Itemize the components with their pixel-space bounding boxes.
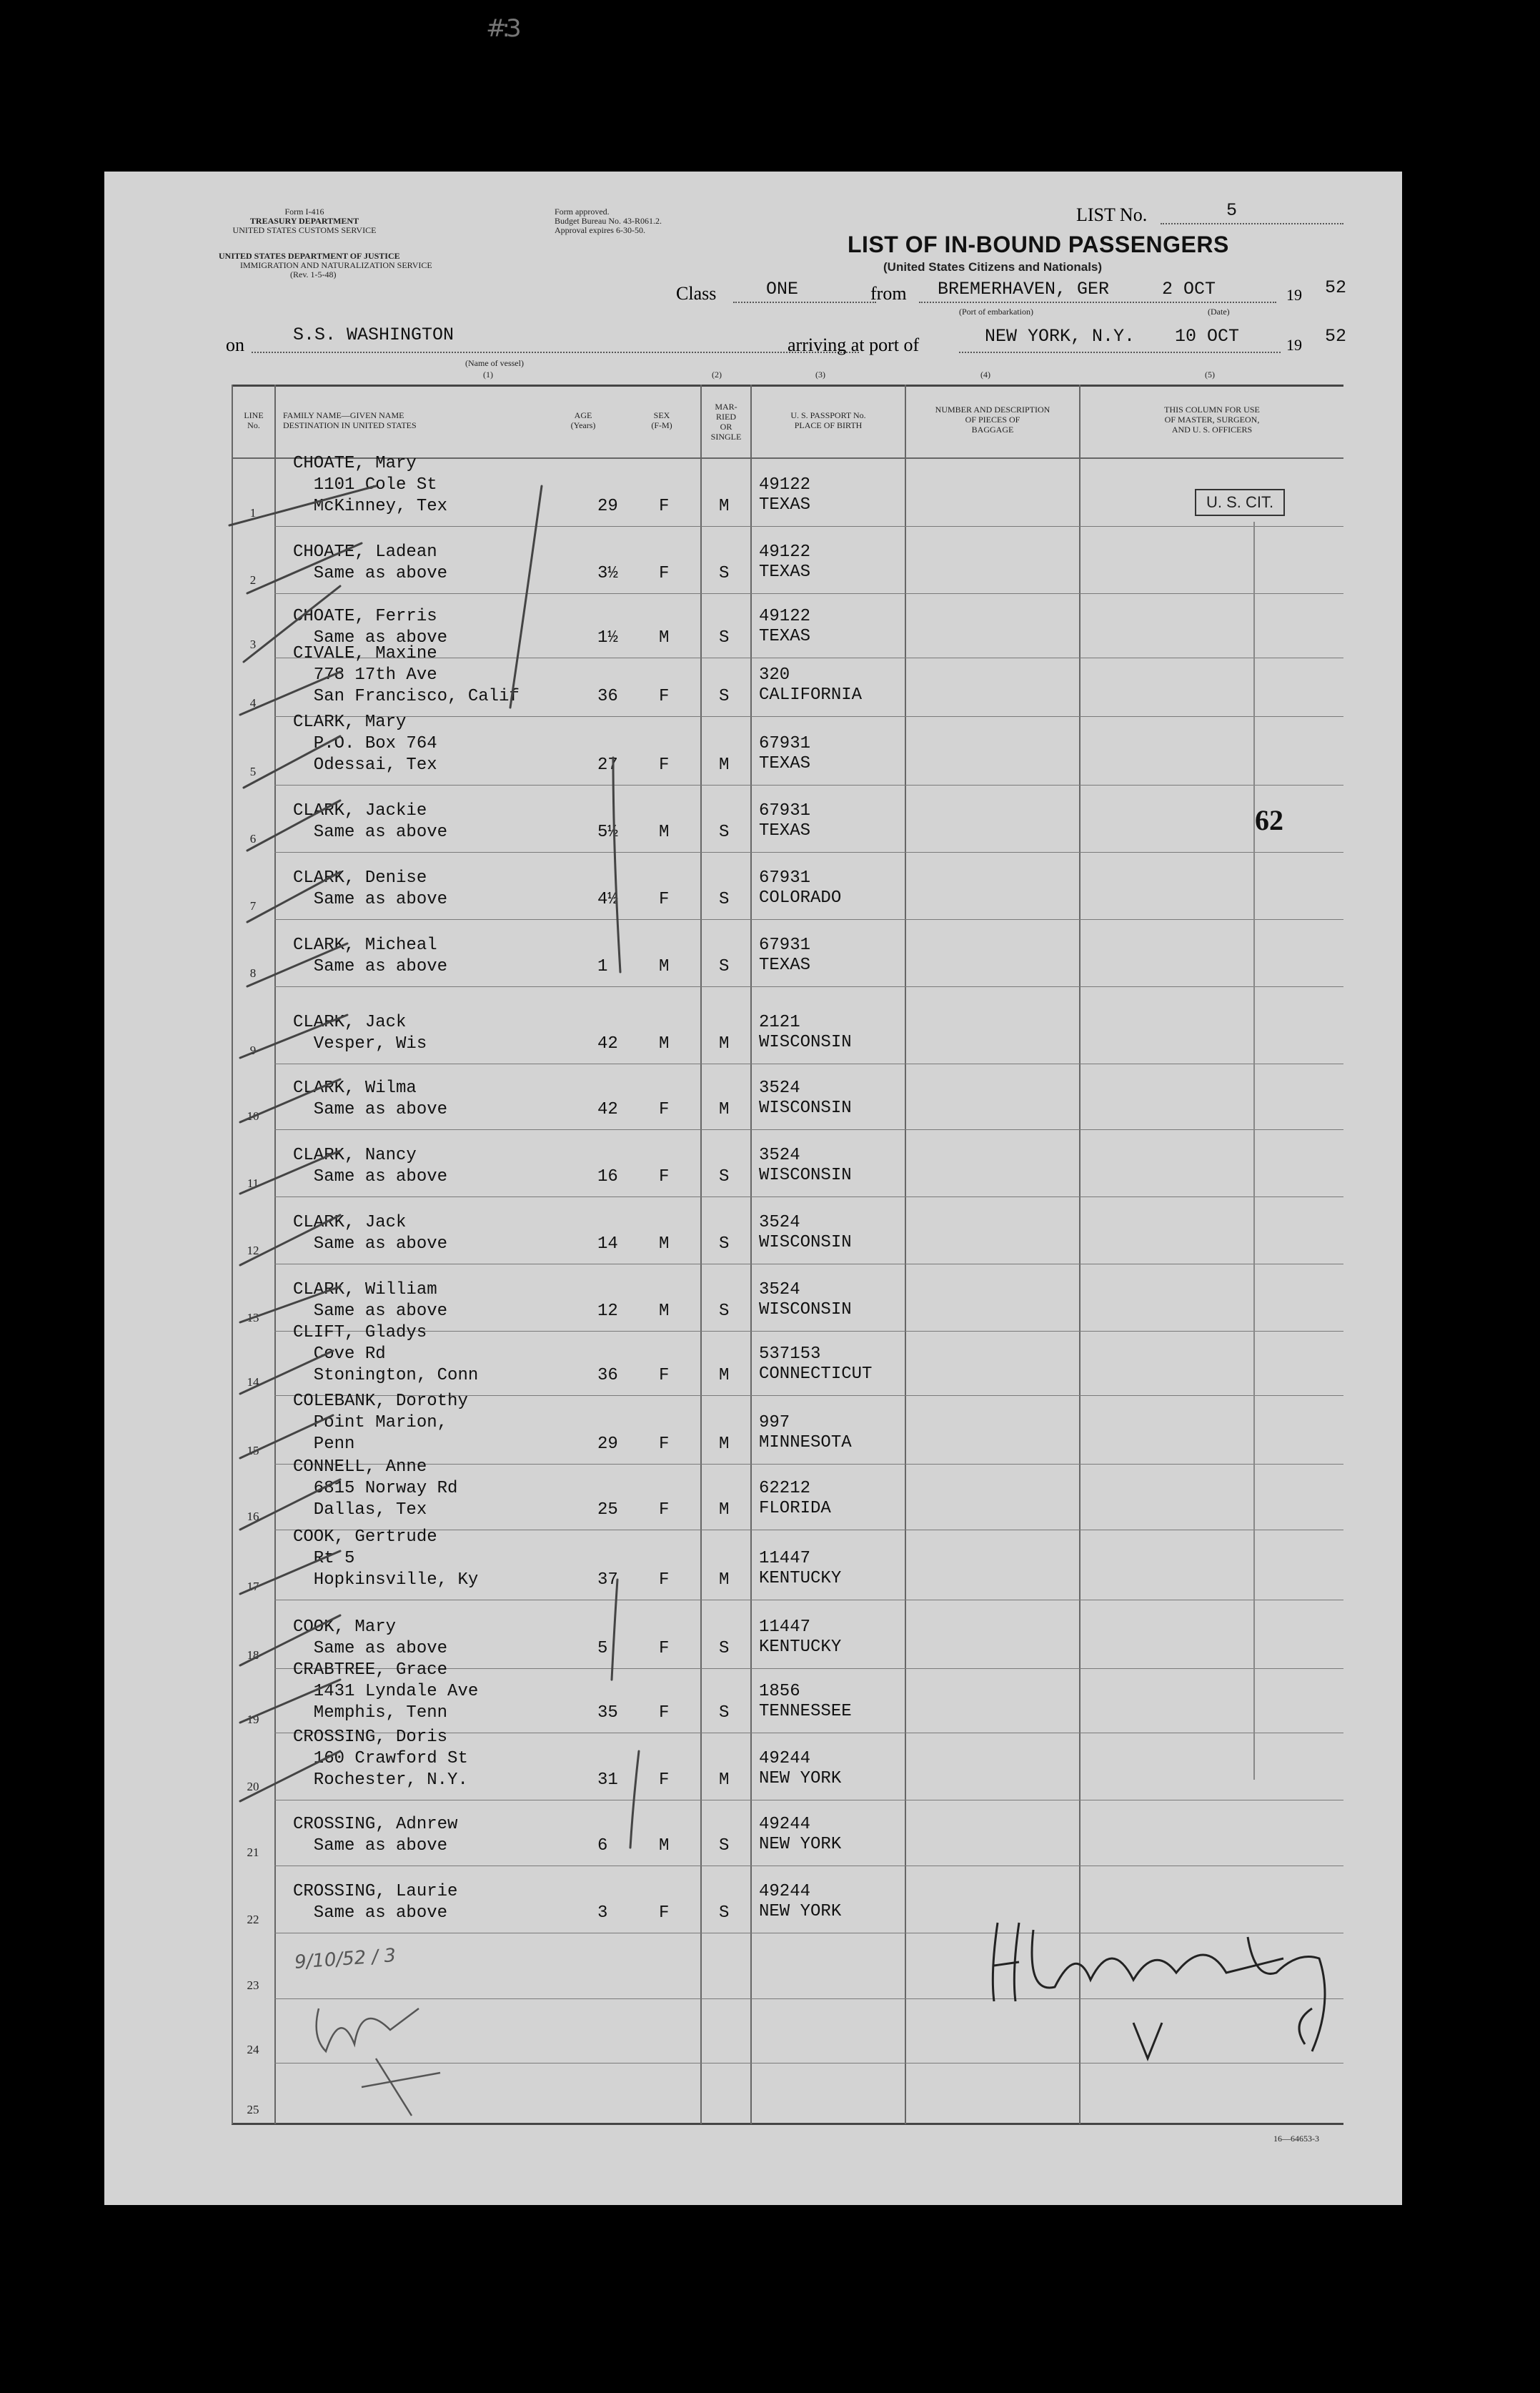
age-cell: 29: [597, 1435, 618, 1454]
passport-number-cell: 3524: [759, 1079, 800, 1098]
passport-number-cell: 11447: [759, 1617, 811, 1637]
place-of-birth-cell: CALIFORNIA: [759, 685, 863, 705]
place-of-birth-cell: TEXAS: [759, 563, 811, 582]
passenger-name-line: CLARK, Jack: [293, 1013, 407, 1032]
form-line: IMMIGRATION AND NATURALIZATION SERVICE: [240, 260, 432, 270]
passenger-name-line: 778 17th Ave: [293, 665, 437, 685]
age-cell: 36: [597, 1366, 618, 1385]
passenger-name-line: Same as above: [293, 1100, 448, 1119]
passenger-name-line: Same as above: [293, 1836, 448, 1856]
marital-status-cell: S: [719, 957, 730, 976]
list-no-value: 5: [1226, 200, 1238, 221]
col-number: (1): [483, 370, 493, 380]
line-number: 23: [247, 1978, 259, 1992]
marital-status-cell: S: [719, 1836, 730, 1856]
manifest-title: LIST OF IN-BOUND PASSENGERS: [848, 232, 1229, 257]
passenger-name-line: CONNELL, Anne: [293, 1457, 427, 1477]
marital-status-cell: S: [719, 1234, 730, 1254]
marital-status-cell: M: [719, 1034, 730, 1054]
age-cell: 29: [597, 497, 618, 516]
age-cell: 5: [597, 1639, 608, 1658]
passenger-name-line: COOK, Gertrude: [293, 1527, 437, 1547]
header-text: MAR-: [715, 402, 737, 412]
vessel-caption: (Name of vessel): [465, 358, 524, 368]
approval-line: Form approved.: [555, 207, 610, 217]
place-of-birth-cell: TENNESSEE: [759, 1702, 852, 1721]
col-number: (2): [712, 370, 722, 380]
line-number: 2: [249, 573, 257, 587]
year-prefix: 19: [1286, 336, 1302, 354]
header-text: FAMILY NAME—GIVEN NAME: [283, 410, 404, 420]
col-number: (4): [980, 370, 990, 380]
sex-cell: F: [659, 1639, 670, 1658]
passenger-name-line: COOK, Mary: [293, 1617, 397, 1637]
line-number: 21: [247, 1845, 259, 1859]
line-number: 4: [249, 696, 257, 710]
age-cell: 3: [597, 1903, 608, 1923]
passenger-name-line: CLARK, William: [293, 1280, 437, 1299]
sex-cell: M: [659, 628, 670, 648]
from-label: from: [870, 283, 907, 304]
header-text: No.: [247, 420, 260, 430]
place-of-birth-cell: TEXAS: [759, 821, 811, 841]
line-number: 24: [247, 2043, 259, 2056]
class-label: Class: [676, 283, 717, 304]
port-caption: (Port of embarkation): [959, 307, 1033, 317]
col-number: (3): [815, 370, 825, 380]
marital-status-cell: M: [719, 755, 730, 775]
passenger-name-line: Same as above: [293, 1903, 448, 1923]
sex-cell: F: [659, 497, 670, 516]
passenger-name-line: Same as above: [293, 823, 448, 842]
port-of-embarkation: BREMERHAVEN, GER: [938, 279, 1110, 299]
place-of-birth-cell: NEW YORK: [759, 1835, 842, 1854]
line-number: 10: [247, 1109, 259, 1123]
line-number: 17: [247, 1580, 259, 1593]
place-of-birth-cell: WISCONSIN: [759, 1099, 852, 1118]
age-cell: 42: [597, 1034, 618, 1054]
passenger-name-line: CHOATE, Mary: [293, 454, 417, 473]
sex-cell: M: [659, 957, 670, 976]
sex-cell: F: [659, 1435, 670, 1454]
place-of-birth-cell: KENTUCKY: [759, 1569, 842, 1588]
marital-status-cell: S: [719, 1302, 730, 1321]
age-cell: 4½: [597, 890, 618, 909]
form-line: UNITED STATES DEPARTMENT OF JUSTICE: [219, 251, 400, 261]
header-text: BAGGAGE: [971, 425, 1014, 435]
marital-status-cell: M: [719, 1770, 730, 1790]
place-of-birth-cell: TEXAS: [759, 956, 811, 975]
passport-number-cell: 67931: [759, 868, 811, 888]
age-cell: 12: [597, 1302, 618, 1321]
passenger-name-line: Dallas, Tex: [293, 1500, 427, 1520]
age-cell: 14: [597, 1234, 618, 1254]
class-value: ONE: [766, 279, 799, 299]
passenger-name-line: CLARK, Wilma: [293, 1079, 417, 1098]
on-label: on: [226, 335, 244, 355]
header-text: PLACE OF BIRTH: [794, 420, 863, 430]
passenger-name-line: CLARK, Denise: [293, 868, 427, 888]
passport-number-cell: 67931: [759, 734, 811, 753]
place-of-birth-cell: TEXAS: [759, 495, 811, 515]
passenger-name-line: 1101 Cole St: [293, 475, 437, 495]
marital-status-cell: M: [719, 1435, 730, 1454]
passenger-name-line: CLARK, Nancy: [293, 1146, 417, 1165]
us-citizen-stamp: U. S. CIT.: [1195, 489, 1285, 516]
place-of-birth-cell: COLORADO: [759, 888, 842, 908]
passport-number-cell: 997: [759, 1413, 790, 1432]
line-number: 18: [247, 1648, 259, 1662]
header-text: OF PIECES OF: [965, 415, 1020, 425]
passenger-name-line: Rochester, N.Y.: [293, 1770, 468, 1790]
passenger-name-line: Same as above: [293, 890, 448, 909]
pencil-marks: [104, 172, 1402, 2205]
check-marks: [229, 486, 639, 1848]
passenger-count: 62: [1255, 804, 1283, 836]
sex-cell: F: [659, 1903, 670, 1923]
place-of-birth-cell: FLORIDA: [759, 1499, 831, 1518]
header-text: RIED: [716, 412, 736, 422]
marital-status-cell: S: [719, 1167, 730, 1186]
header-text: OR: [720, 422, 732, 432]
passport-number-cell: 11447: [759, 1549, 811, 1568]
header-text: (Years): [570, 420, 596, 430]
passenger-name-line: 1431 Lyndale Ave: [293, 1682, 479, 1701]
arrival-port: NEW YORK, N.Y.: [985, 326, 1136, 347]
line-number: 15: [247, 1444, 259, 1457]
age-cell: 16: [597, 1167, 618, 1186]
header-text: THIS COLUMN FOR USE: [1164, 405, 1260, 415]
sex-cell: F: [659, 1167, 670, 1186]
header-text: SEX: [653, 410, 670, 420]
manifest-sheet: [104, 172, 1402, 2205]
passenger-name-line: CHOATE, Ferris: [293, 607, 437, 626]
place-of-birth-cell: TEXAS: [759, 754, 811, 773]
line-number: 22: [247, 1913, 259, 1926]
passenger-name-line: Penn: [293, 1435, 355, 1454]
passenger-name-line: CROSSING, Laurie: [293, 1882, 458, 1901]
arrival-year: 52: [1325, 326, 1347, 347]
pencil-note: 9/10/52 / 3: [294, 1945, 397, 1973]
passenger-name-line: COLEBANK, Dorothy: [293, 1392, 468, 1411]
passport-number-cell: 3524: [759, 1280, 800, 1299]
line-number: 12: [247, 1244, 259, 1257]
sex-cell: M: [659, 1034, 670, 1054]
passenger-name-line: CIVALE, Maxine: [293, 644, 437, 663]
line-number: 16: [247, 1510, 259, 1523]
line-number: 6: [249, 832, 257, 846]
passenger-name-line: 160 Crawford St: [293, 1749, 468, 1768]
passenger-name-line: CROSSING, Doris: [293, 1728, 448, 1747]
age-cell: 31: [597, 1770, 618, 1790]
embark-year: 52: [1325, 277, 1347, 298]
header-text: U. S. PASSPORT No.: [790, 410, 866, 420]
passport-number-cell: 49244: [759, 1882, 811, 1901]
passport-number-cell: 49244: [759, 1749, 811, 1768]
passenger-name-line: CLIFT, Gladys: [293, 1323, 427, 1342]
header-text: AGE: [574, 410, 592, 420]
passport-number-cell: 67931: [759, 801, 811, 821]
place-of-birth-cell: KENTUCKY: [759, 1638, 842, 1657]
sex-cell: F: [659, 1100, 670, 1119]
passport-number-cell: 3524: [759, 1146, 800, 1165]
passport-number-cell: 62212: [759, 1479, 811, 1498]
age-cell: 42: [597, 1100, 618, 1119]
sex-cell: F: [659, 755, 670, 775]
marital-status-cell: S: [719, 628, 730, 648]
marital-status-cell: M: [719, 1100, 730, 1119]
marital-status-cell: S: [719, 1903, 730, 1923]
age-cell: 1: [597, 957, 608, 976]
place-of-birth-cell: TEXAS: [759, 627, 811, 646]
passenger-name-line: Hopkinsville, Ky: [293, 1570, 479, 1590]
sex-cell: F: [659, 890, 670, 909]
passport-number-cell: 320: [759, 665, 790, 685]
header-text: DESTINATION IN UNITED STATES: [283, 420, 417, 430]
age-cell: 37: [597, 1570, 618, 1590]
sex-cell: F: [659, 1500, 670, 1520]
passenger-name-line: Same as above: [293, 564, 448, 583]
passenger-name-line: San Francisco, Calif: [293, 687, 520, 706]
passport-number-cell: 1856: [759, 1682, 800, 1701]
passenger-name-line: Same as above: [293, 1639, 448, 1658]
passenger-name-line: P.O. Box 764: [293, 734, 437, 753]
header-text: AND U. S. OFFICERS: [1171, 425, 1253, 435]
passenger-name-line: Memphis, Tenn: [293, 1703, 448, 1723]
marital-status-cell: M: [719, 1500, 730, 1520]
marital-status-cell: M: [719, 1570, 730, 1590]
marital-status-cell: S: [719, 890, 730, 909]
marital-status-cell: M: [719, 1366, 730, 1385]
place-of-birth-cell: WISCONSIN: [759, 1300, 852, 1319]
header-text: NUMBER AND DESCRIPTION: [935, 405, 1050, 415]
passenger-name-line: Same as above: [293, 1234, 448, 1254]
marital-status-cell: S: [719, 564, 730, 583]
line-number: 19: [247, 1713, 259, 1726]
marital-status-cell: S: [719, 1703, 730, 1723]
approval-line: Approval expires 6-30-50.: [555, 225, 645, 235]
passenger-name-line: Same as above: [293, 957, 448, 976]
passport-number-cell: 49122: [759, 607, 811, 626]
place-of-birth-cell: NEW YORK: [759, 1769, 842, 1788]
approval-line: Budget Bureau No. 43-R061.2.: [555, 216, 662, 226]
passport-number-cell: 49244: [759, 1815, 811, 1834]
passenger-name-line: Same as above: [293, 628, 448, 648]
marital-status-cell: M: [719, 497, 730, 516]
embark-date: 2 OCT: [1162, 279, 1216, 299]
header-text: (F-M): [651, 420, 672, 430]
passport-number-cell: 537153: [759, 1344, 821, 1364]
passport-number-cell: 49122: [759, 542, 811, 562]
place-of-birth-cell: WISCONSIN: [759, 1233, 852, 1252]
scan-mark: #:3: [486, 14, 517, 43]
passenger-name-line: CLARK, Mary: [293, 713, 407, 732]
passenger-name-line: CLARK, Micheal: [293, 936, 437, 955]
header-text: SINGLE: [710, 432, 742, 442]
line-number: 14: [247, 1375, 259, 1389]
passport-number-cell: 2121: [759, 1013, 800, 1032]
footer-code: 16—64653-3: [1273, 2134, 1319, 2144]
place-of-birth-cell: WISCONSIN: [759, 1033, 852, 1052]
age-cell: 5½: [597, 823, 618, 842]
age-cell: 36: [597, 687, 618, 706]
marital-status-cell: S: [719, 687, 730, 706]
age-cell: 25: [597, 1500, 618, 1520]
list-no-label: LIST No.: [1076, 204, 1148, 225]
form-line: UNITED STATES CUSTOMS SERVICE: [232, 225, 377, 235]
sex-cell: F: [659, 1703, 670, 1723]
passport-number-cell: 67931: [759, 936, 811, 955]
marital-status-cell: S: [719, 823, 730, 842]
line-number: 13: [247, 1311, 259, 1324]
passenger-name-line: McKinney, Tex: [293, 497, 448, 516]
arriving-label: arriving at port of: [788, 335, 920, 355]
sex-cell: M: [659, 1234, 670, 1254]
sex-cell: F: [659, 1570, 670, 1590]
sex-cell: M: [659, 1302, 670, 1321]
passenger-name-line: CLARK, Jack: [293, 1213, 407, 1232]
age-cell: 6: [597, 1836, 608, 1856]
place-of-birth-cell: NEW YORK: [759, 1902, 842, 1921]
line-number: 5: [249, 765, 257, 778]
passenger-name-line: CLARK, Jackie: [293, 801, 427, 821]
age-cell: 35: [597, 1703, 618, 1723]
place-of-birth-cell: CONNECTICUT: [759, 1364, 873, 1384]
sex-cell: F: [659, 1366, 670, 1385]
line-number: 8: [249, 966, 257, 980]
passenger-name-line: CROSSING, Adnrew: [293, 1815, 458, 1834]
passenger-name-line: Same as above: [293, 1167, 448, 1186]
sex-cell: M: [659, 823, 670, 842]
sex-cell: F: [659, 1770, 670, 1790]
marital-status-cell: S: [719, 1639, 730, 1658]
line-number: 20: [247, 1780, 259, 1793]
line-number: 25: [247, 2103, 259, 2116]
arrival-date: 10 OCT: [1175, 326, 1240, 347]
passenger-name-line: CRABTREE, Grace: [293, 1660, 448, 1680]
col-number: (5): [1205, 370, 1215, 380]
passenger-name-line: Vesper, Wis: [293, 1034, 427, 1054]
line-number: 9: [249, 1044, 257, 1057]
passenger-name-line: Point Marion,: [293, 1413, 448, 1432]
passport-number-cell: 3524: [759, 1213, 800, 1232]
line-number: 11: [247, 1176, 259, 1190]
vessel-name: S.S. WASHINGTON: [293, 324, 454, 345]
passenger-name-line: Rt 5: [293, 1549, 355, 1568]
passenger-name-line: CHOATE, Ladean: [293, 542, 437, 562]
line-number: 1: [249, 506, 257, 520]
sex-cell: M: [659, 1836, 670, 1856]
manifest-subtitle: (United States Citizens and Nationals): [883, 260, 1103, 274]
form-line: Form I-416: [284, 207, 324, 217]
passenger-name-line: Odessai, Tex: [293, 755, 437, 775]
age-cell: 27: [597, 755, 618, 775]
passenger-name-line: Same as above: [293, 1302, 448, 1321]
header-text: OF MASTER, SURGEON,: [1164, 415, 1260, 425]
passenger-name-line: Cove Rd: [293, 1344, 386, 1364]
line-number: 7: [249, 899, 257, 913]
place-of-birth-cell: MINNESOTA: [759, 1433, 852, 1452]
sex-cell: F: [659, 687, 670, 706]
passport-number-cell: 49122: [759, 475, 811, 495]
sex-cell: F: [659, 564, 670, 583]
form-line: (Rev. 1-5-48): [290, 269, 337, 279]
passenger-name-line: 6815 Norway Rd: [293, 1479, 458, 1498]
year-prefix: 19: [1286, 286, 1302, 304]
date-caption: (Date): [1208, 307, 1230, 317]
header-text: LINE: [244, 410, 264, 420]
form-line: TREASURY DEPARTMENT: [249, 216, 359, 226]
age-cell: 1½: [597, 628, 618, 648]
place-of-birth-cell: WISCONSIN: [759, 1166, 852, 1185]
passenger-name-line: Stonington, Conn: [293, 1366, 479, 1385]
age-cell: 3½: [597, 564, 618, 583]
line-number: 3: [249, 638, 257, 651]
